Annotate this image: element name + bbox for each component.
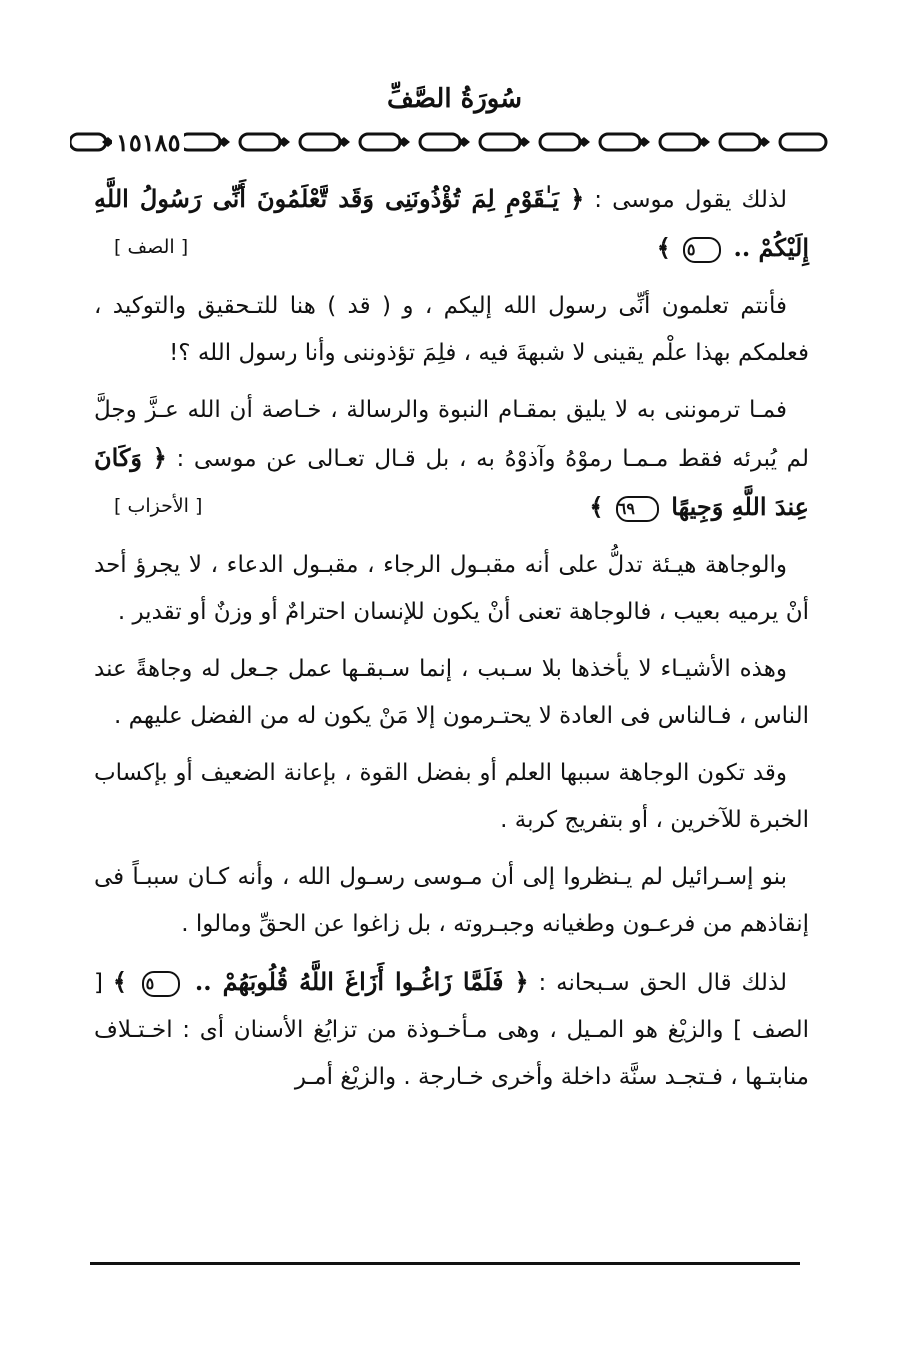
ayah-number: ٥ xyxy=(683,237,721,263)
paragraph-7: بنو إسـرائيل لم يـنظروا إلى أن مـوسى رسـول الله ، وأنه كـان سببـاً فى إنقاذهم من فرعـون وطغيانه وجبـروته ، بل زاغوا عن الحقِّ ومالوا . xyxy=(94,864,809,937)
surah-title: سُورَةُ الصَّفِّ xyxy=(386,84,523,114)
surah-reference: [ الأحزاب ] xyxy=(114,495,203,517)
paragraph-6: وقد تكون الوجاهة سببها العلم أو بفضل القوة ، بإعانة الضعيف أو بإكساب الخبرة للآخرين ، أو بتفريج كربة . xyxy=(94,760,809,833)
page-body xyxy=(94,175,809,1111)
paragraph-5: وهذه الأشيـاء لا يأخذها بلا سـبب ، إنما سـبقـها عمل جـعل له وجاهةً عند الناس ، فـالناس فى العادة لا يحتـرمون إلا مَنْ يكون له من الفضل عليهم . xyxy=(94,656,809,729)
quran-verse: ﴿ فَلَمَّا زَاغُـوا أَزَاغَ اللَّهُ قُلُوبَهُمْ .. ٥ ﴾ xyxy=(112,967,529,996)
page-number: ١٥١٨٥ xyxy=(112,128,184,157)
paragraph-2: فأنتم تعلمون أنِّى رسول الله إليكم ، و ( قد ) هنا للتـحقيق والتوكيد ، فعلمكم بهذا علْم يقينى لا شبهةَ فيه ، فلِمَ تؤذوننى وأنا رسول الله ؟! xyxy=(94,293,809,366)
paragraph-3 xyxy=(94,387,809,532)
ayah-number: ٥ xyxy=(142,971,180,997)
ayah-number: ٦٩ xyxy=(616,496,659,522)
paragraph-tail: [ الصف ] والزيْغ هو المـيل ، وهى مـأخـوذة من تزايُغ الأسنان أى : اخـتـلاف منابتـها ، فـتجـد سنَّة داخلة وأخرى خـارجة . والزيْغ أمـر xyxy=(94,970,809,1090)
footer-rule xyxy=(90,1262,800,1265)
quran-verse: ﴿ وَكَانَ عِندَ اللَّهِ وَجِيهًا ٦٩ ﴾ xyxy=(94,443,809,521)
surah-reference: [ الصف ] xyxy=(114,236,189,258)
paragraph-1 xyxy=(94,175,809,273)
quran-verse: ﴿ يَـٰقَوْمِ لِمَ تُؤْذُونَنِى وَقَد تَّعْلَمُونَ أَنِّى رَسُولُ اللَّهِ إِلَيْكُمْ .. ٥ ﴾ xyxy=(94,184,809,262)
paragraph-8 xyxy=(94,958,809,1101)
lead-text: لذلك يقول موسى : xyxy=(584,187,787,213)
paragraph-4: والوجاهة هيـئة تدلُّ على أنه مقبـول الرجاء ، مقبـول الدعاء ، لا يجرؤ أحد أنْ يرميه بعيب ، فالوجاهة تعنى أنْ يكون للإنسان احترامٌ أو وزنٌ أو تقدير . xyxy=(94,552,809,625)
paragraph-text: فمـا ترموننى به لا يليق بمقـام النبوة والرسالة ، خـاصة أن الله عـزَّ وجلَّ لم يُبرئه فقط مـمـا رموْهُ وآذوْهُ به ، بل قـال تعـالى عن موسى : xyxy=(94,397,809,472)
lead-text: لذلك قال الحق سـبحانه : xyxy=(528,970,788,996)
